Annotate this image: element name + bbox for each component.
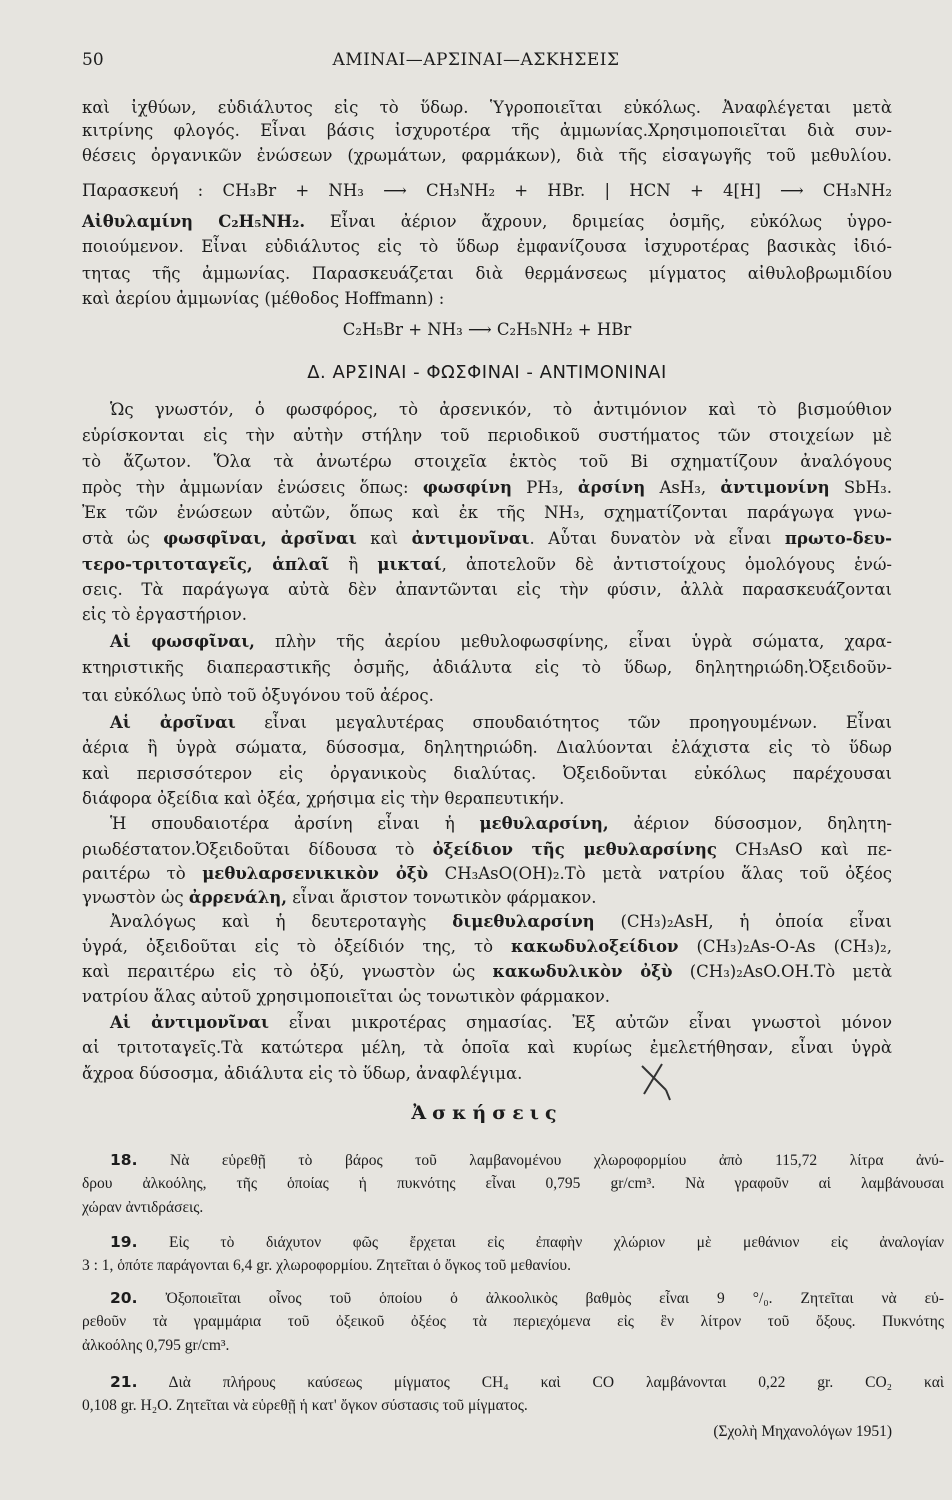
page-number: 50	[82, 50, 104, 70]
pencil-mark-icon	[636, 1060, 680, 1104]
ethylamine-equation: C₂H₅Br + NH₃ ⟶ C₂H₅NH₂ + HBr	[342, 320, 632, 339]
exercise-18: 18. Νὰ εὑρεθῇ τὸ βάρος τοῦ λαμβανομένου χλωροφορμίου ἀπὸ 115,72 λίτρα ἀνύ-	[110, 1151, 944, 1169]
text-line: 0,108 gr. H₂O. Ζητεῖται νὰ εὑρεθῇ ἡ κατ' ὄγκον σύστασις τοῦ μίγματος.	[82, 1397, 528, 1414]
text-line: ἀλκοόλης 0,795 gr/cm³.	[82, 1337, 230, 1354]
text-line: κτηριστικῆς διαπεραστικῆς ὀσμῆς, ἀδιάλυτα εἰς τὸ ὕδωρ, δηλητηριώδη.Ὀξειδοῦν-	[82, 658, 892, 677]
text-line: ἀέρια ἢ ὑγρὰ σώματα, δύσοσμα, δηλητηριώδη. Διαλύονται ἐλάχιστα εἰς τὸ ὕδωρ	[82, 738, 892, 757]
text-line: διάφορα ὀξείδια καὶ ὀξέα, χρήσιμα εἰς τὴν θεραπευτικήν.	[82, 789, 565, 808]
exercise-21: 21. Διὰ πλήρους καύσεως μίγματος CH₄ καὶ CO λαμβάνονται 0,22 gr. CO₂ καὶ	[110, 1373, 944, 1391]
ethylamine-name: Αἰθυλαμίνη C₂H₅NH₂.	[82, 212, 306, 231]
dimethylarsine-line: Ἀναλόγως καὶ ἡ δευτεροταγὴς διμεθυλαρσίνη (CH₃)₂AsH, ἡ ὁποία εἶναι	[110, 912, 892, 931]
text-line: χώραν ἀντιδράσεις.	[82, 1199, 204, 1216]
phosphines-line: Αἱ φωσφῖναι, πλὴν τῆς ἀερίου μεθυλοφωσφίνης, εἶναι ὑγρὰ σώματα, χαρα-	[110, 632, 892, 651]
text-line: ριωδέστατον.Ὀξειδοῦται δίδουσα τὸ ὀξείδιον τῆς μεθυλαρσίνης CH₃AsO καὶ πε-	[82, 840, 892, 859]
running-head: ΑΜΙΝΑΙ—ΑΡΣΙΝΑΙ—ΑΣΚΗΣΕΙΣ	[332, 50, 620, 70]
text-line: πρὸς τὴν ἀμμωνίαν ἐνώσεις ὅπως: φωσφίνη PH₃, ἀρσίνη AsH₃, ἀντιμονίνη SbH₃.	[82, 478, 893, 497]
section-title: Δ. ΑΡΣΙΝΑΙ - ΦΩΣΦΙΝΑΙ - ΑΝΤΙΜΟΝΙΝΑΙ	[307, 362, 667, 383]
exercise-source: (Σχολὴ Μηχανολόγων 1951)	[713, 1423, 892, 1440]
text-line: 3 : 1, ὁπότε παράγονται 6,4 gr. χλωροφορμίου. Ζητεῖται ὁ ὄγκος τοῦ μεθανίου.	[82, 1257, 571, 1274]
text-line: καὶ ἰχθύων, εὐδιάλυτος εἰς τὸ ὕδωρ. Ὑγροποιεῖται εὐκόλως. Ἀναφλέγεται μετὰ	[82, 98, 892, 117]
methylarsine-line: Ἡ σπουδαιοτέρα ἀρσίνη εἶναι ἡ μεθυλαρσίνη, ἀέριον δύσοσμον, δηλητη-	[110, 814, 893, 833]
exercise-19: 19. Εἰς τὸ διάχυτον φῶς ἔρχεται εἰς ἐπαφὴν χλώριον μὲ μεθάνιον εἰς ἀναλογίαν	[110, 1233, 944, 1251]
text-line: ρεθοῦν τὰ γραμμάρια τοῦ ὀξεικοῦ ὀξέος τὰ περιεχόμενα εἰς ἓν λίτρον τοῦ ὄξους. Πυκνότης	[82, 1313, 944, 1330]
text-line: τερο-τριτοταγεῖς, ἁπλαῖ ἢ μικταί, ἀποτελοῦν δὲ ἀντιστοίχους ὁμολόγους ἑνώ-	[82, 555, 892, 574]
text-line: ποιούμενον. Εἶναι εὐδιάλυτος εἰς τὸ ὕδωρ ἐμφανίζουσα ἰσχυροτέρας βασικὰς ἰδιό-	[82, 237, 892, 256]
ethylamine-line: Αἰθυλαμίνη C₂H₅NH₂. Εἶναι ἀέριον ἄχρουν, δριμείας ὀσμῆς, εὐκόλως ὑγρο-	[82, 212, 893, 231]
text-line: θέσεις ὀργανικῶν ἐνώσεων (χρωμάτων, φαρμάκων), διὰ τῆς εἰσαγωγῆς τοῦ μεθυλίου.	[82, 146, 892, 165]
text-line: νατρίου ἅλας αὐτοῦ χρησιμοποιεῖται ὡς τονωτικὸν φάρμακον.	[82, 987, 611, 1006]
text-line: κιτρίνης φλογός. Εἶναι βάσις ἰσχυροτέρα τῆς ἀμμωνίας.Χρησιμοποιεῖται διὰ συν-	[82, 121, 892, 140]
text-line: σεις. Τὰ παράγωγα αὐτὰ δὲν ἀπαντῶνται εἰς τὴν φύσιν, ἀλλὰ παρασκευάζονται	[82, 580, 892, 599]
text-line: καὶ ἀερίου ἀμμωνίας (μέθοδος Hoffmann) :	[82, 289, 445, 308]
text-line: δρου ἀλκοόλης, τῆς ὁποίας ἡ πυκνότης εἶναι 0,795 gr/cm³. Νὰ γραφοῦν αἱ λαμβάνουσαι	[82, 1175, 944, 1192]
text-line: ὑγρά, ὀξειδοῦται εἰς τὸ ὀξείδιόν της, τὸ κακωδυλοξείδιον (CH₃)₂As-O-As (CH₃)₂,	[82, 937, 892, 956]
text-line: καὶ περισσότερον εἰς ὀργανικοὺς διαλύτας. Ὀξειδοῦνται εὐκόλως παρέχουσαι	[82, 764, 892, 783]
text-line: Ὡς γνωστόν, ὁ φωσφόρος, τὸ ἀρσενικόν, τὸ ἀντιμόνιον καὶ τὸ βισμούθιον	[110, 400, 892, 419]
arsines-line: Αἱ ἀρσῖναι εἶναι μεγαλυτέρας σπουδαιότητος τῶν προηγουμένων. Εἶναι	[110, 713, 893, 732]
text-line: εὑρίσκονται εἰς τὴν αὐτὴν στήλην τοῦ περιοδικοῦ συστήματος τῶν στοιχείων μὲ	[82, 426, 892, 445]
text-line: αἱ τριτοταγεῖς.Τὰ κατώτερα μέλη, τὰ ὁποῖα καὶ κυρίως ἐμελετήθησαν, εἶναι ὑγρὰ	[82, 1038, 892, 1057]
text-line: εἰς τὸ ἐργαστήριον.	[82, 605, 248, 624]
text-line: ραιτέρω τὸ μεθυλαρσενικικὸν ὀξὺ CH₃AsO(OH)₂.Τὸ μετὰ νατρίου ἅλας τοῦ ὀξέος	[82, 864, 892, 883]
exercise-20: 20. Ὀξοποιεῖται οἶνος τοῦ ὁποίου ὁ ἀλκοολικὸς βαθμὸς εἶναι 9 °/₀. Ζητεῖται νὰ εὑ-	[110, 1289, 944, 1307]
text-line: καὶ περαιτέρω εἰς τὸ ὀξύ, γνωστὸν ὡς κακωδυλικὸν ὀξὺ (CH₃)₂AsO.OH.Τὸ μετὰ	[82, 962, 892, 981]
text-line: στὰ ὡς φωσφῖναι, ἀρσῖναι καὶ ἀντιμονῖναι. Αὗται δυνατὸν νὰ εἶναι πρωτο-δευ-	[82, 529, 892, 548]
text-line: τητας τῆς ἀμμωνίας. Παρασκευάζεται διὰ θερμάνσεως μίγματος αἰθυλοβρωμιδίου	[82, 264, 892, 283]
text-line: γνωστὸν ὡς ἀρρενάλη, εἶναι ἄριστον τονωτικὸν φάρμακον.	[82, 888, 597, 907]
stibines-line: Αἱ ἀντιμονῖναι εἶναι μικροτέρας σημασίας. Ἐξ αὐτῶν εἶναι γνωστοὶ μόνον	[110, 1013, 892, 1032]
text-line: ται εὐκόλως ὑπὸ τοῦ ὀξυγόνου τοῦ ἀέρος.	[82, 686, 434, 705]
text-line: ἄχροα δύσοσμα, ἀδιάλυτα εἰς τὸ ὕδωρ, ἀναφλέγιμα.	[82, 1064, 523, 1083]
text-line: τὸ ἄζωτον. Ὅλα τὰ ἀνωτέρω στοιχεῖα ἐκτὸς τοῦ Bi σχηματίζουν ἀναλόγους	[82, 452, 892, 471]
exercises-title: Ἀσκήσεις	[411, 1102, 563, 1124]
methylamine-preparation: Παρασκευή : CH₃Br + NH₃ ⟶ CH₃NH₂ + HBr. | HCN + 4[H] ⟶ CH₃NH₂	[82, 181, 892, 200]
text-line: Ἐκ τῶν ἐνώσεων αὐτῶν, ὅπως καὶ ἐκ τῆς NH₃, σχηματίζονται παράγωγα γνω-	[82, 503, 892, 522]
page-header	[0, 50, 952, 74]
